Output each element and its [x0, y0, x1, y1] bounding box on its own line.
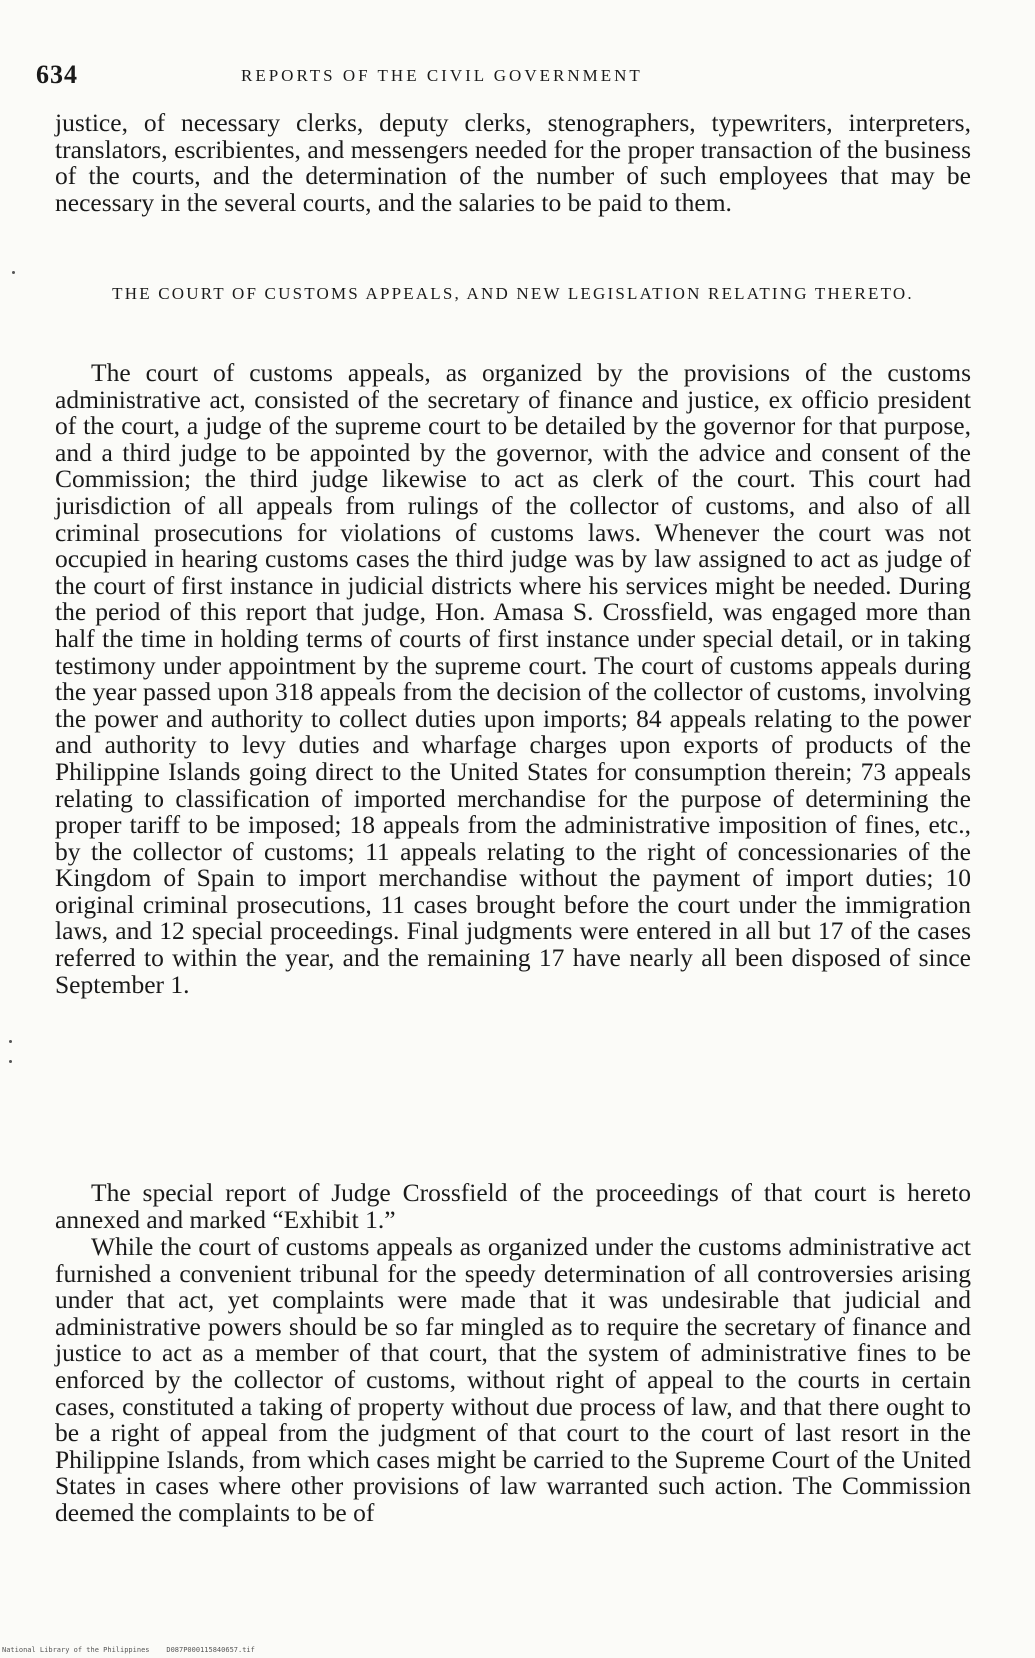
paragraph-court-organization: The court of customs appeals, as organized by the provisions of the customs administrative act, consisted of the secretary of finance and justice, ex officio president of the court, a judge of the supreme court to be detailed by the governor for that purpose, and a third judge to be appointed by the governor, with the advice and consent of the Commission; the third judge likewise to act as clerk of the court. This court had jurisdiction of all appeals from rulings of the collector of customs, and also of all criminal prosecutions for violations of customs laws. Whenever the court was not occupied in hearing customs cases the third judge was by law assigned to act as judge of the court of first instance in judicial districts where his services might be needed. During the period of this report that judge, Hon. Amasa S. Crossfield, was engaged more than half the time in holding terms of courts of first instance under special detail, or in taking testimony under appointment by the supreme court. The court of customs appeals during the year passed upon 318 appeals from the decision of the collector of customs, involving the power and authority to collect duties upon imports; 84 appeals relating to the power and authority to levy duties and wharfage charges upon exports of products of the Philippine Islands going direct to the United States for consumption therein; 73 appeals relating to classification of imported merchandise for the purpose of determining the proper tariff to be imposed; 18 appeals from the administrative imposition of fines, etc., by the collector of customs; 11 appeals relating to the right of concessionaries of the Kingdom of Spain to import merchandise without the payment of import duties; 10 original criminal prosecutions, 11 cases brought before the court under the immigration laws, and 12 special proceedings. Final judgments were entered in all but 17 of the cases referred to within the year, and the remaining 17 have nearly all been disposed of since September 1.	[55, 358, 971, 999]
scan-speck	[9, 1060, 12, 1063]
section-heading: THE COURT OF CUSTOMS APPEALS, AND NEW LEGISLATION RELATING THERETO.	[112, 284, 914, 303]
scan-speck	[9, 1040, 12, 1043]
archive-footer: National Library of the Philippines D087P000115840657.tif	[2, 1646, 255, 1654]
paragraph-complaints: While the court of customs appeals as organized under the customs administrative act furnished a convenient tribunal for the speedy determination of all controversies arising under that act, yet complaints were made that it was undesirable that judicial and administrative powers should be so far mingled as to require the secretary of finance and justice to act as a member of that court, that the system of administrative fines to be enforced by the collector of customs, without right of appeal to the courts in certain cases, constituted a taking of property without due process of law, and that there ought to be a right of appeal from the judgment of that court to the court of last resort in the Philippine Islands, from which cases might be carried to the Supreme Court of the United States in cases where other provisions of law warranted such action. The Commission deemed the complaints to be of	[55, 1232, 971, 1527]
page-number: 634	[36, 60, 78, 89]
paragraph-continuation: justice, of necessary clerks, deputy clerks, stenographers, typewriters, interpreters, translators, escribientes, and messengers needed for the proper transaction of the business of the courts, and the determination of the number of such employees that may be necessary in the several courts, and the salaries to be paid to them.	[55, 108, 971, 217]
scan-speck	[12, 271, 15, 274]
running-title: REPORTS OF THE CIVIL GOVERNMENT	[241, 66, 643, 85]
running-head	[36, 60, 796, 90]
paragraph-special-report: The special report of Judge Crossfield of the proceedings of that court is hereto annexed and marked “Exhibit 1.”	[55, 1178, 971, 1234]
